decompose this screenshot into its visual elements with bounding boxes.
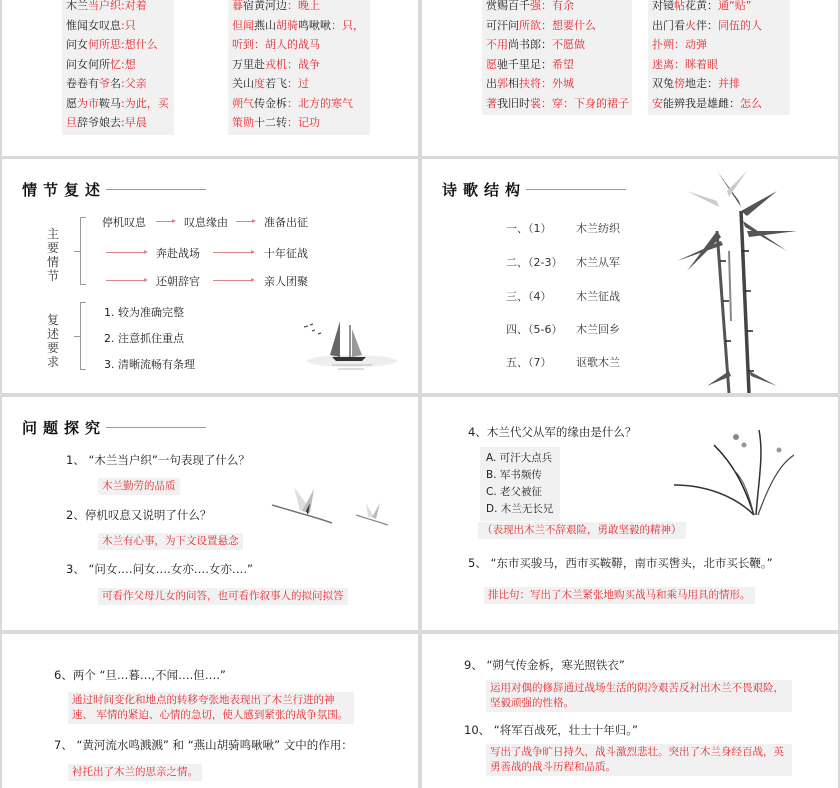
vocab-entry — [66, 16, 170, 36]
vocab-gloss: :早晨 — [121, 116, 147, 129]
structure-text: 木兰纺织 — [576, 222, 620, 235]
vocab-entry — [232, 0, 366, 16]
vocab-gloss: 暮 — [232, 0, 243, 12]
vocab-gloss: 迷离：眯着眼 — [652, 57, 718, 71]
title-text: 情节复述 — [22, 181, 107, 199]
vocab-gloss: ：北方的寒气 — [287, 96, 353, 110]
title-divider — [106, 189, 206, 190]
vocab-gloss: 强 — [530, 0, 541, 12]
requirement-item: 2. 注意抓住重点 — [104, 332, 184, 345]
vocab-gloss: 胡骑 — [276, 18, 298, 32]
title-text: 问题探究 — [22, 419, 107, 437]
vocab-column-mid — [228, 0, 370, 135]
question: 10、 “将军百战死，壮士十年归。” — [464, 723, 638, 737]
structure-number: 四、（5-6） — [506, 323, 563, 336]
vocab-gloss: :想 — [121, 57, 136, 71]
vocab-gloss: 著 — [486, 96, 497, 110]
vocab-gloss: 何所思 — [88, 38, 121, 51]
vocab-entry — [652, 94, 786, 114]
vocab-gloss: 怎么 — [740, 96, 762, 110]
vocab-gloss: 忆 — [110, 57, 121, 71]
vocab-entry — [66, 55, 170, 75]
vocab-gloss: 所欲 — [519, 18, 541, 32]
bamboo-image — [677, 171, 812, 393]
vocab-gloss: 并排 — [718, 77, 740, 90]
vocab-gloss: 度 — [254, 77, 265, 90]
vocab-column-right-b — [648, 0, 790, 115]
vocab-gloss: ：只， — [331, 18, 364, 32]
vocab-gloss: 通“贴” — [718, 0, 752, 12]
vocab-term: 出门看 — [652, 18, 685, 32]
arrow-icon — [156, 221, 174, 222]
slide-inquiry-3 — [2, 634, 418, 788]
slide-title — [22, 179, 206, 200]
vocab-term: 若飞 — [265, 77, 287, 90]
vocab-gloss: 不用 — [486, 38, 508, 51]
vocab-gloss: 火 — [685, 18, 696, 32]
question: 2、停机叹息又说明了什么？ — [66, 508, 212, 522]
main-plot-label: 主要情节 — [46, 227, 59, 283]
answer: 运用对偶的修辞通过战场生活的阴冷艰苦反衬出木兰不畏艰险，坚毅顽强的性格。 — [486, 680, 792, 712]
structure-row — [506, 354, 620, 370]
vocab-term: 尚书郎： — [508, 38, 552, 51]
vocab-column-left — [62, 0, 174, 135]
vocab-gloss: 希望 — [552, 57, 574, 71]
option: B. 军书频传 — [486, 469, 542, 481]
vocab-gloss: 但闻 — [232, 18, 254, 32]
question: 3、 “问女….问女….女亦….女亦….” — [66, 562, 254, 576]
slide-poem-structure — [422, 159, 838, 393]
vocab-gloss: ：过 — [287, 77, 309, 90]
arrow-icon — [213, 252, 253, 253]
option: A. 可汗大点兵 — [486, 452, 553, 464]
vocab-gloss: :想什么 — [121, 38, 158, 51]
vocab-entry — [652, 74, 786, 94]
vocab-entry — [486, 94, 628, 114]
brace-tick — [74, 336, 80, 337]
sailboats-image — [292, 299, 402, 389]
vocab-gloss: 当户织 — [88, 0, 121, 12]
answer: 可看作父母儿女的问答，也可看作叙事人的拟问拟答 — [98, 588, 348, 605]
structure-row — [506, 288, 620, 304]
option: D. 木兰无长兄 — [486, 503, 554, 515]
vocab-term: 能辨我是雄雌： — [663, 96, 740, 110]
structure-number: 二、（2-3） — [506, 256, 563, 269]
slide-inquiry-1 — [2, 397, 418, 630]
vocab-entry — [652, 16, 786, 36]
plot-node: 十年征战 — [264, 247, 308, 260]
vocab-term: 我旧时 — [497, 96, 530, 110]
plot-node: 叹息缘由 — [184, 216, 228, 229]
vocab-term: 花黄： — [685, 0, 718, 12]
answer: 通过时间变化和地点的转移夸张地表现出了木兰行进的神速、 军情的紧迫、心情的急切，使人感到紧张的战争氛围。 — [68, 692, 354, 724]
vocab-term: 出 — [486, 77, 497, 90]
vocab-gloss: 愿 — [486, 57, 497, 71]
structure-text: 木兰征战 — [576, 290, 620, 303]
vocab-term: 双兔 — [652, 77, 674, 90]
structure-text: 木兰回乡 — [576, 323, 620, 336]
brace-requirements — [80, 302, 86, 370]
slide-plot-summary — [2, 159, 418, 393]
vocab-gloss: 帖 — [674, 0, 685, 12]
vocab-gloss: 爷 — [99, 77, 110, 90]
vocab-entry — [486, 55, 628, 75]
vocab-gloss: 傍 — [674, 77, 685, 90]
structure-row — [506, 220, 620, 236]
requirement-item: 1. 较为准确完整 — [104, 306, 184, 319]
vocab-entry — [232, 113, 366, 133]
slide-vocab-right — [422, 0, 838, 156]
question: 1、 “木兰当户织”一句表现了什么？ — [66, 453, 250, 467]
structure-text: 讴歌木兰 — [576, 356, 620, 369]
vocab-entry — [66, 0, 170, 16]
cranes-image — [270, 485, 400, 535]
vocab-gloss: :为此，买 — [121, 96, 169, 110]
vocab-gloss: 郭 — [497, 77, 508, 90]
vocab-entry — [232, 94, 366, 114]
vocab-entry — [486, 35, 628, 55]
retell-requirement-label: 复述要求 — [46, 313, 59, 369]
vocab-gloss: :对着 — [121, 0, 147, 12]
vocab-term: 鞍马 — [99, 96, 121, 110]
arrow-icon — [236, 221, 254, 222]
plot-node: 亲人团聚 — [264, 275, 308, 288]
vocab-term: 鸣啾啾 — [298, 18, 331, 32]
vocab-entry — [486, 0, 628, 16]
vocab-entry — [652, 55, 786, 75]
vocab-gloss: ：穿：下身的裙子 — [541, 96, 629, 110]
vocab-term: 万里赴 — [232, 57, 265, 71]
answer: 写出了战争旷日持久，战斗激烈悲壮。突出了木兰身经百战，英勇善战的战斗历程和品质。 — [486, 744, 792, 776]
arrow-icon — [213, 280, 253, 281]
plot-node: 停机叹息 — [102, 216, 146, 229]
structure-number: 五、（7） — [506, 356, 552, 369]
slide-title — [22, 417, 206, 438]
question: 9、 “朔气传金柝，寒光照铁衣” — [464, 658, 625, 672]
vocab-term: 辞爷娘去 — [77, 116, 121, 129]
vocab-term: 传金柝 — [254, 96, 287, 110]
vocab-term: 关山 — [232, 77, 254, 90]
vocab-gloss: 听到：胡人的战马 — [232, 38, 320, 51]
vocab-entry — [66, 74, 170, 94]
vocab-entry — [232, 74, 366, 94]
arrow-icon — [106, 280, 146, 281]
vocab-gloss: 旦 — [66, 116, 77, 129]
question: 7、 “黄河流水鸣溅溅” 和 “燕山胡骑鸣啾啾” 文中的作用： — [54, 738, 353, 752]
vocab-gloss: 扶将 — [519, 77, 541, 90]
vocab-term: 木兰 — [66, 0, 88, 12]
vocab-term: 名 — [110, 77, 121, 90]
vocab-gloss: 不愿做 — [552, 38, 585, 51]
vocab-gloss: ：记功 — [287, 116, 320, 129]
answer: 木兰有心事，为下文设置悬念 — [98, 533, 243, 550]
vocab-gloss: 策勋 — [232, 116, 254, 129]
slide-inquiry-4 — [422, 634, 838, 788]
title-divider — [526, 189, 626, 190]
brace-main-plot — [80, 217, 86, 285]
vocab-term: 地走： — [685, 77, 718, 90]
vocab-gloss: :父亲 — [121, 77, 147, 90]
requirement-item: 3. 清晰流畅有条理 — [104, 358, 195, 371]
structure-row — [506, 254, 620, 270]
vocab-term: 宿黄河边 — [243, 0, 287, 12]
plot-node: 准备出征 — [264, 216, 308, 229]
vocab-term: 燕山 — [254, 18, 276, 32]
vocab-entry — [652, 35, 786, 55]
option: C. 老父被征 — [486, 486, 543, 498]
title-text: 诗歌结构 — [442, 181, 527, 199]
vocab-entry — [66, 113, 170, 133]
slide-inquiry-2 — [422, 397, 838, 630]
vocab-gloss: 同伍的人 — [718, 18, 762, 32]
plot-node: 奔赴战场 — [156, 247, 200, 260]
brace-tick — [74, 251, 80, 252]
vocab-term: 驰千里足： — [497, 57, 552, 71]
answer: 木兰勤劳的品质 — [98, 478, 180, 495]
structure-number: 一、（1） — [506, 222, 552, 235]
vocab-entry — [652, 0, 786, 16]
orchid-image — [674, 425, 794, 520]
vocab-gloss: ：有余 — [541, 0, 574, 12]
vocab-term: 赏赐百千 — [486, 0, 530, 12]
vocab-term: 相 — [508, 77, 519, 90]
slide-vocab-left — [2, 0, 418, 156]
structure-text: 木兰从军 — [576, 256, 620, 269]
vocab-term: 十二转 — [254, 116, 287, 129]
vocab-entry — [486, 16, 628, 36]
vocab-gloss: 安 — [652, 96, 663, 110]
vocab-entry — [232, 55, 366, 75]
vocab-entry — [232, 35, 366, 55]
vocab-gloss: 扑朔：动弹 — [652, 38, 707, 51]
question: 6、两个 “旦…暮…,不闻….但….” — [54, 668, 226, 682]
slide-title — [442, 179, 626, 200]
structure-number: 三、（4） — [506, 290, 552, 303]
vocab-gloss: ：想要什么 — [541, 18, 596, 32]
vocab-term: 惟闻女叹息 — [66, 18, 121, 32]
vocab-gloss: 裳 — [530, 96, 541, 110]
vocab-gloss: 朔气 — [232, 96, 254, 110]
vocab-gloss: :只 — [121, 18, 136, 32]
vocab-term: 可汗问 — [486, 18, 519, 32]
title-divider — [106, 427, 206, 428]
vocab-gloss: 戎机 — [265, 57, 287, 71]
answer: （表现出木兰不辞艰险，勇敢坚毅的精神） — [478, 522, 686, 539]
vocab-gloss: ：外城 — [541, 77, 574, 90]
vocab-gloss: ：战争 — [287, 57, 320, 71]
answer: 衬托出了木兰的思亲之情。 — [68, 764, 202, 781]
vocab-gloss: ：晚上 — [287, 0, 320, 12]
vocab-entry — [486, 74, 628, 94]
vocab-term: 伴： — [696, 18, 718, 32]
plot-node: 还朝辞官 — [156, 275, 200, 288]
vocab-term: 愿 — [66, 96, 77, 110]
arrow-icon — [106, 252, 146, 253]
vocab-term: 问女何所 — [66, 57, 110, 71]
vocab-term: 问女 — [66, 38, 88, 51]
vocab-entry — [66, 94, 170, 114]
structure-row — [506, 321, 620, 337]
vocab-column-right-a — [482, 0, 632, 115]
vocab-entry — [66, 35, 170, 55]
vocab-term: 卷卷有 — [66, 77, 99, 90]
question: 5、 “东市买骏马，西市买鞍鞯，南市买辔头，北市买长鞭。” — [468, 556, 773, 570]
vocab-entry — [232, 16, 366, 36]
answer: 排比句：写出了木兰紧张地购买战马和乘马用具的情形。 — [484, 587, 755, 604]
vocab-term: 对镜 — [652, 0, 674, 12]
vocab-gloss: 为市 — [77, 96, 99, 110]
question: 4、木兰代父从军的缘由是什么？ — [468, 425, 637, 439]
